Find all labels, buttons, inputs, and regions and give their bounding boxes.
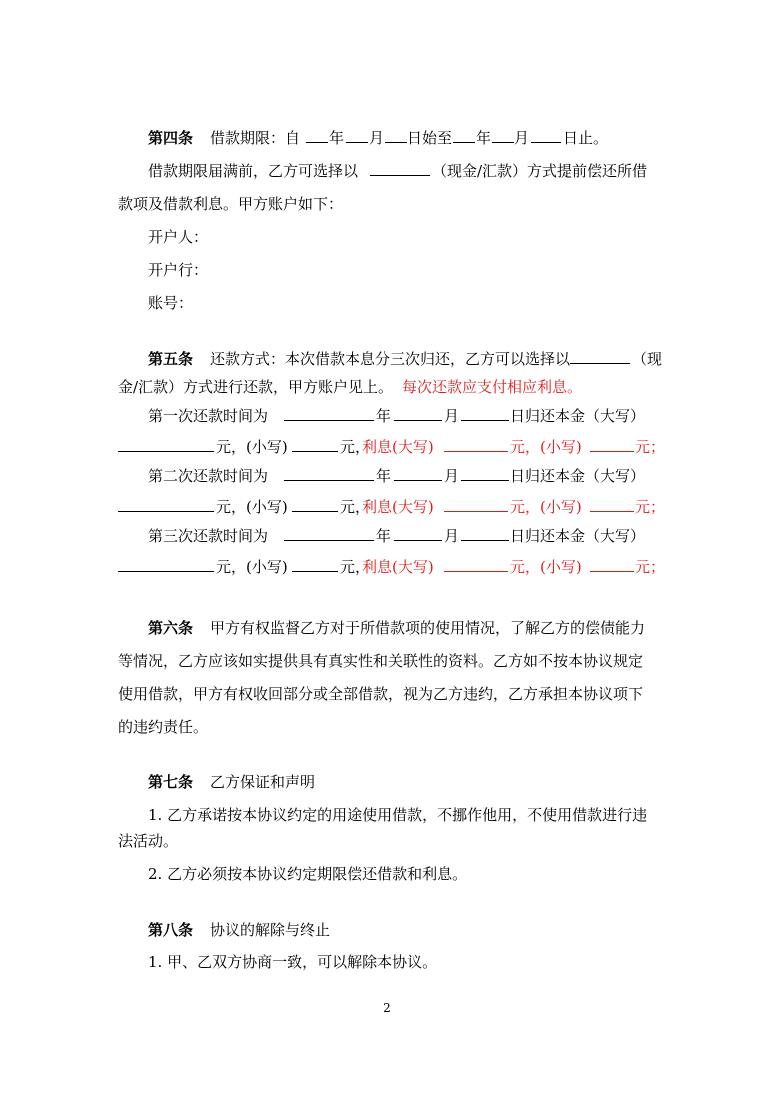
art7-item2: 2. 乙方必须按本协议约定期限偿还借款和利息。 xyxy=(148,865,468,883)
blank-repay2-month[interactable] xyxy=(394,465,442,481)
year-label: 年 xyxy=(376,467,392,485)
yuan-small-label: 元，(小写) xyxy=(216,498,288,516)
blank-repay1-day[interactable] xyxy=(461,405,509,421)
yuan-end-label: 元； xyxy=(635,438,666,456)
blank-repay3-principal-big[interactable] xyxy=(118,556,214,572)
blank-repay1-year[interactable] xyxy=(284,405,374,421)
art5-interest-note: 每次还款应支付相应利息。 xyxy=(402,378,583,396)
art4-heading: 第四条 xyxy=(148,129,194,147)
year-label: 年 xyxy=(376,527,392,545)
interest-big-label: 利息(大写) xyxy=(362,498,434,516)
interest-big-label: 利息(大写) xyxy=(362,558,434,576)
art6-text: 的违约责任。 xyxy=(118,718,209,736)
page-number: 2 xyxy=(383,1001,391,1015)
art7-item1-cont: 法活动。 xyxy=(118,832,179,850)
blank-repay1-principal-small[interactable] xyxy=(292,436,338,452)
yuan-end-label: 元； xyxy=(635,558,666,576)
blank-repay3-principal-small[interactable] xyxy=(292,556,338,572)
repay3-label: 第三次还款时间为 xyxy=(148,527,269,545)
blank-repay2-principal-big[interactable] xyxy=(118,496,214,512)
art5-text: 金/汇款）方式进行还款，甲方账户见上。 xyxy=(118,378,394,396)
yuan-label: 元， xyxy=(340,498,371,516)
blank-repay1-interest-big[interactable] xyxy=(444,436,508,452)
art6-text: 等情况，乙方应该如实提供具有真实性和关联性的资料。乙方如不按本协议规定 xyxy=(118,652,644,670)
blank-repay3-year[interactable] xyxy=(284,525,374,541)
blank-repay2-interest-small[interactable] xyxy=(590,496,634,512)
interest-big-label: 利息(大写) xyxy=(362,438,434,456)
interest-small-label: 元，(小写) xyxy=(510,438,582,456)
month-label: 月 xyxy=(444,407,460,425)
account-holder-label: 开户人： xyxy=(148,228,209,246)
art4-para-text: （现金/汇款）方式提前偿还所借 xyxy=(432,162,648,180)
blank-repay1-principal-big[interactable] xyxy=(118,436,214,452)
start-day-label: 日始至 xyxy=(407,129,453,147)
blank-end-month[interactable] xyxy=(492,127,514,143)
art4-para-text: 借款期限届满前，乙方可选择以 xyxy=(148,162,359,180)
blank-repay-method[interactable] xyxy=(570,348,630,364)
repay2-label: 第二次还款时间为 xyxy=(148,467,269,485)
blank-end-day[interactable] xyxy=(531,127,561,143)
principal-label: 日归还本金（大写） xyxy=(510,467,646,485)
yuan-label: 元， xyxy=(340,558,371,576)
art6-heading: 第六条 xyxy=(148,619,194,637)
blank-repay3-month[interactable] xyxy=(394,525,442,541)
art7-item1: 1. 乙方承诺按本协议约定的用途使用借款，不挪作他用，不使用借款进行违 xyxy=(148,806,648,824)
interest-small-label: 元，(小写) xyxy=(510,498,582,516)
art4-para-text: 款项及借款利息。甲方账户如下： xyxy=(118,195,344,213)
yuan-label: 元， xyxy=(340,438,371,456)
account-number-label: 账号： xyxy=(148,294,194,312)
month-label: 月 xyxy=(514,129,530,147)
art8-heading: 第八条 xyxy=(148,921,194,939)
art4-title: 借款期限：自 xyxy=(210,129,301,147)
month-label: 月 xyxy=(444,467,460,485)
year-label: 年 xyxy=(476,129,492,147)
art6-text: 使用借款，甲方有权收回部分或全部借款，视为乙方违约，乙方承担本协议项下 xyxy=(118,685,644,703)
year-label: 年 xyxy=(376,407,392,425)
principal-label: 日归还本金（大写） xyxy=(510,527,646,545)
blank-end-year[interactable] xyxy=(453,127,475,143)
yuan-small-label: 元，(小写) xyxy=(216,438,288,456)
blank-repay2-principal-small[interactable] xyxy=(292,496,338,512)
blank-start-day[interactable] xyxy=(385,127,407,143)
repay1-label: 第一次还款时间为 xyxy=(148,407,269,425)
art7-heading: 第七条 xyxy=(148,773,194,791)
year-label: 年 xyxy=(329,129,345,147)
blank-repay1-interest-small[interactable] xyxy=(590,436,634,452)
art5-text: （现 xyxy=(632,350,663,368)
blank-repay3-interest-big[interactable] xyxy=(444,556,508,572)
blank-repay1-month[interactable] xyxy=(394,405,442,421)
art5-text: 还款方式：本次借款本息分三次归还，乙方可以选择以 xyxy=(210,350,571,368)
art6-text: 甲方有权监督乙方对于所借款项的使用情况，了解乙方的偿债能力 xyxy=(210,619,646,637)
art5-heading: 第五条 xyxy=(148,350,194,368)
end-day-label: 日止。 xyxy=(563,129,609,147)
yuan-end-label: 元； xyxy=(635,498,666,516)
blank-repay3-interest-small[interactable] xyxy=(590,556,634,572)
blank-payment-method[interactable] xyxy=(370,160,430,176)
blank-start-year[interactable] xyxy=(306,127,328,143)
blank-start-month[interactable] xyxy=(346,127,368,143)
month-label: 月 xyxy=(444,527,460,545)
art7-title: 乙方保证和声明 xyxy=(210,773,316,791)
blank-repay3-day[interactable] xyxy=(461,525,509,541)
blank-repay2-day[interactable] xyxy=(461,465,509,481)
blank-repay2-interest-big[interactable] xyxy=(444,496,508,512)
art8-item1: 1. 甲、乙双方协商一致，可以解除本协议。 xyxy=(148,953,438,971)
art8-title: 协议的解除与终止 xyxy=(210,921,331,939)
month-label: 月 xyxy=(369,129,385,147)
account-bank-label: 开户行： xyxy=(148,261,209,279)
blank-repay2-year[interactable] xyxy=(284,465,374,481)
interest-small-label: 元，(小写) xyxy=(510,558,582,576)
principal-label: 日归还本金（大写） xyxy=(510,407,646,425)
yuan-small-label: 元，(小写) xyxy=(216,558,288,576)
